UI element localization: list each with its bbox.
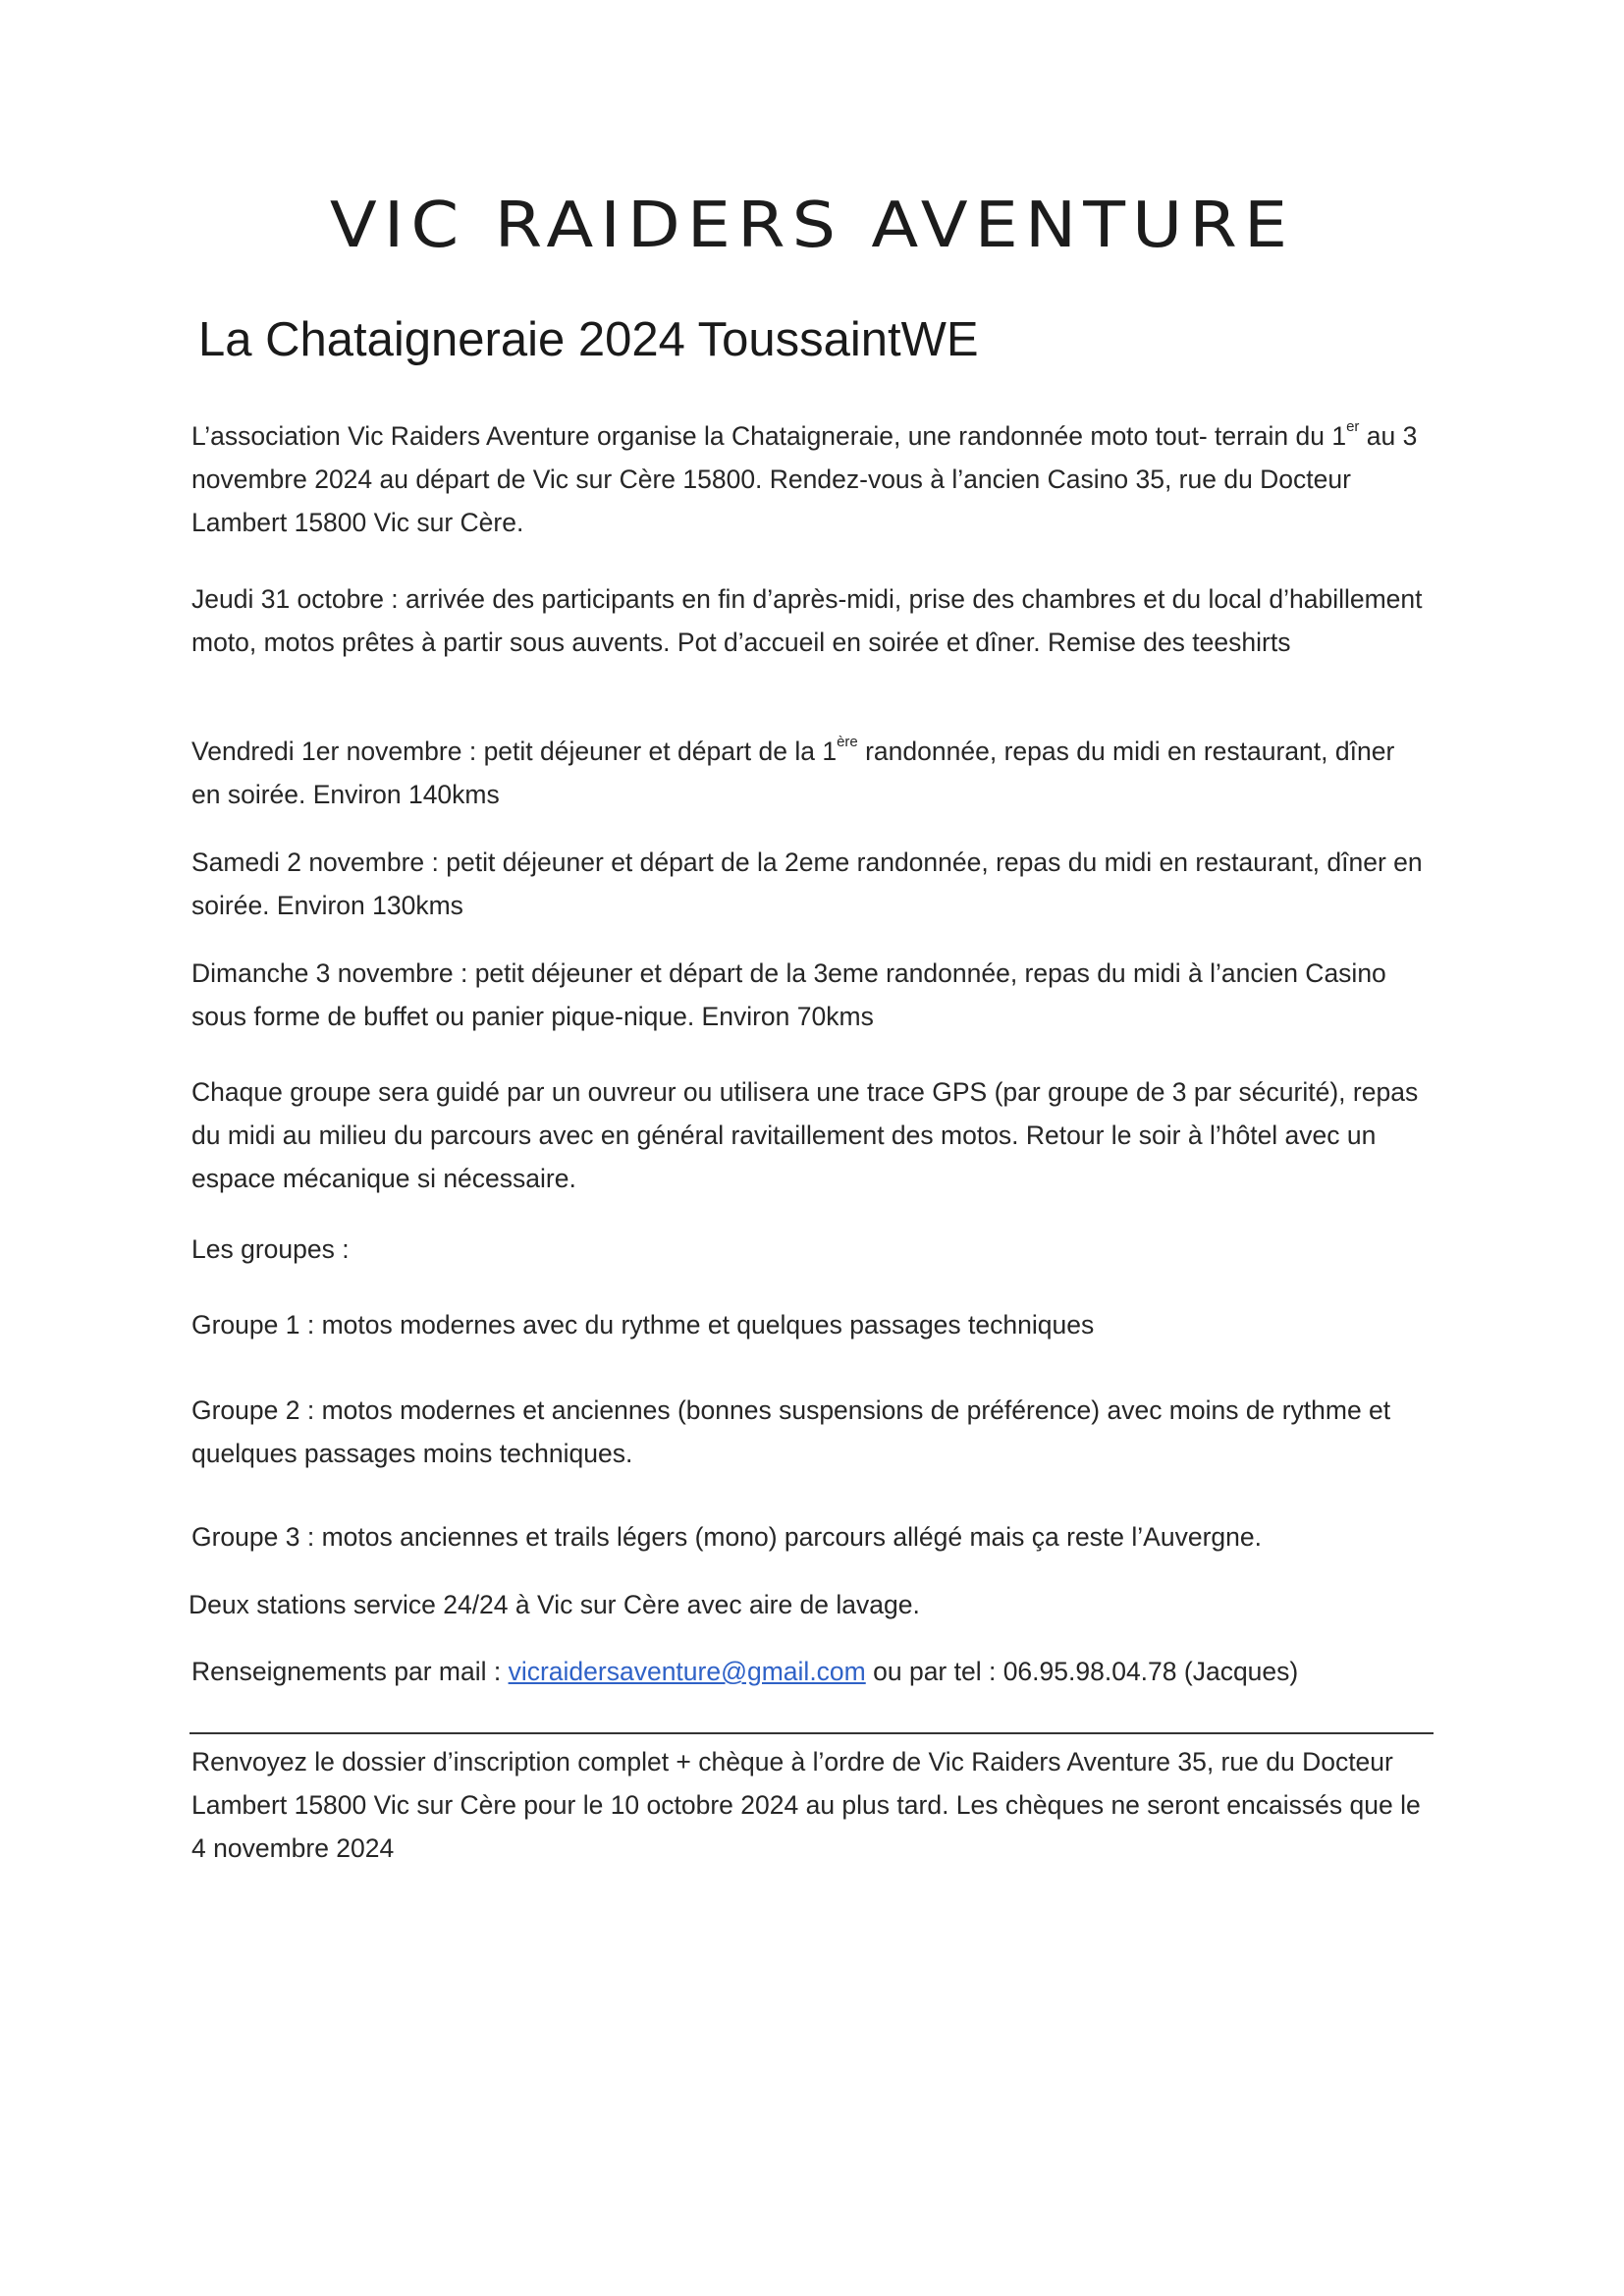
schedule-friday (191, 730, 1429, 816)
association-logo-title: VIC RAIDERS AVENTURE (329, 188, 1295, 262)
intro-text-part2: au 3 novembre 2024 au départ de Vic sur Cère 15800. Rendez-vous à l’ancien Casino 35, rue du Docteur Lambert 15800 Vic sur Cère. (191, 421, 1418, 537)
horizontal-divider (189, 1732, 1434, 1734)
friday-superscript: ère (837, 734, 858, 750)
schedule-saturday: Samedi 2 novembre : petit déjeuner et départ de la 2eme randonnée, repas du midi en restaurant, dîner en soirée. Environ 130kms (191, 847, 1423, 920)
friday-text-part1: Vendredi 1er novembre : petit déjeuner et départ de la 1 (191, 737, 838, 766)
guiding-paragraph: Chaque groupe sera guidé par un ouvreur ou utilisera une trace GPS (par groupe de 3 par sécurité), repas du midi au milieu du parcours avec en général ravitaillement des motos. Retour le soir à l’hôtel avec un espace mécanique si nécessaire. (191, 1077, 1419, 1193)
group-3-description: Groupe 3 : motos anciennes et trails légers (mono) parcours allégé mais ça reste l’Auvergne. (191, 1522, 1262, 1552)
schedule-sunday: Dimanche 3 novembre : petit déjeuner et départ de la 3eme randonnée, repas du midi à l’ancien Casino sous forme de buffet ou panier pique-nique. Environ 70kms (191, 958, 1386, 1031)
group-1-description: Groupe 1 : motos modernes avec du rythme et quelques passages techniques (191, 1310, 1095, 1339)
friday-text-part2: randonnée, repas du midi en restaurant, dîner en soirée. Environ 140kms (191, 737, 1395, 809)
contact-email-link[interactable]: vicraidersaventure@gmail.com (508, 1657, 866, 1686)
intro-text-part1: L’association Vic Raiders Aventure organise la Chataigneraie, une randonnée moto tout- terrain du 1 (191, 421, 1347, 451)
group-2-description: Groupe 2 : motos modernes et anciennes (bonnes suspensions de préférence) avec moins de rythme et quelques passages moins techniques. (191, 1395, 1391, 1468)
page-title: La Chataigneraie 2024 ToussaintWE (198, 313, 979, 366)
intro-paragraph (191, 414, 1429, 544)
stations-info: Deux stations service 24/24 à Vic sur Cère avec aire de lavage. (189, 1590, 920, 1619)
footer-registration-note: Renvoyez le dossier d’inscription complet + chèque à l’ordre de Vic Raiders Aventure 35, rue du Docteur Lambert 15800 Vic sur Cère pour le 10 octobre 2024 au plus tard. Les chèques ne seront encaissés que le 4 novembre 2024 (191, 1747, 1421, 1863)
schedule-thursday: Jeudi 31 octobre : arrivée des participants en fin d’après-midi, prise des chambres et du local d’habillement moto, motos prêtes à partir sous auvents. Pot d’accueil en soirée et dîner. Remise des teeshirts (191, 584, 1423, 657)
contact-prefix: Renseignements par mail : (191, 1657, 509, 1686)
groups-heading: Les groupes : (191, 1234, 350, 1264)
intro-superscript: er (1346, 418, 1360, 435)
contact-phone: ou par tel : 06.95.98.04.78 (Jacques) (865, 1657, 1299, 1686)
contact-info (191, 1650, 1429, 1693)
